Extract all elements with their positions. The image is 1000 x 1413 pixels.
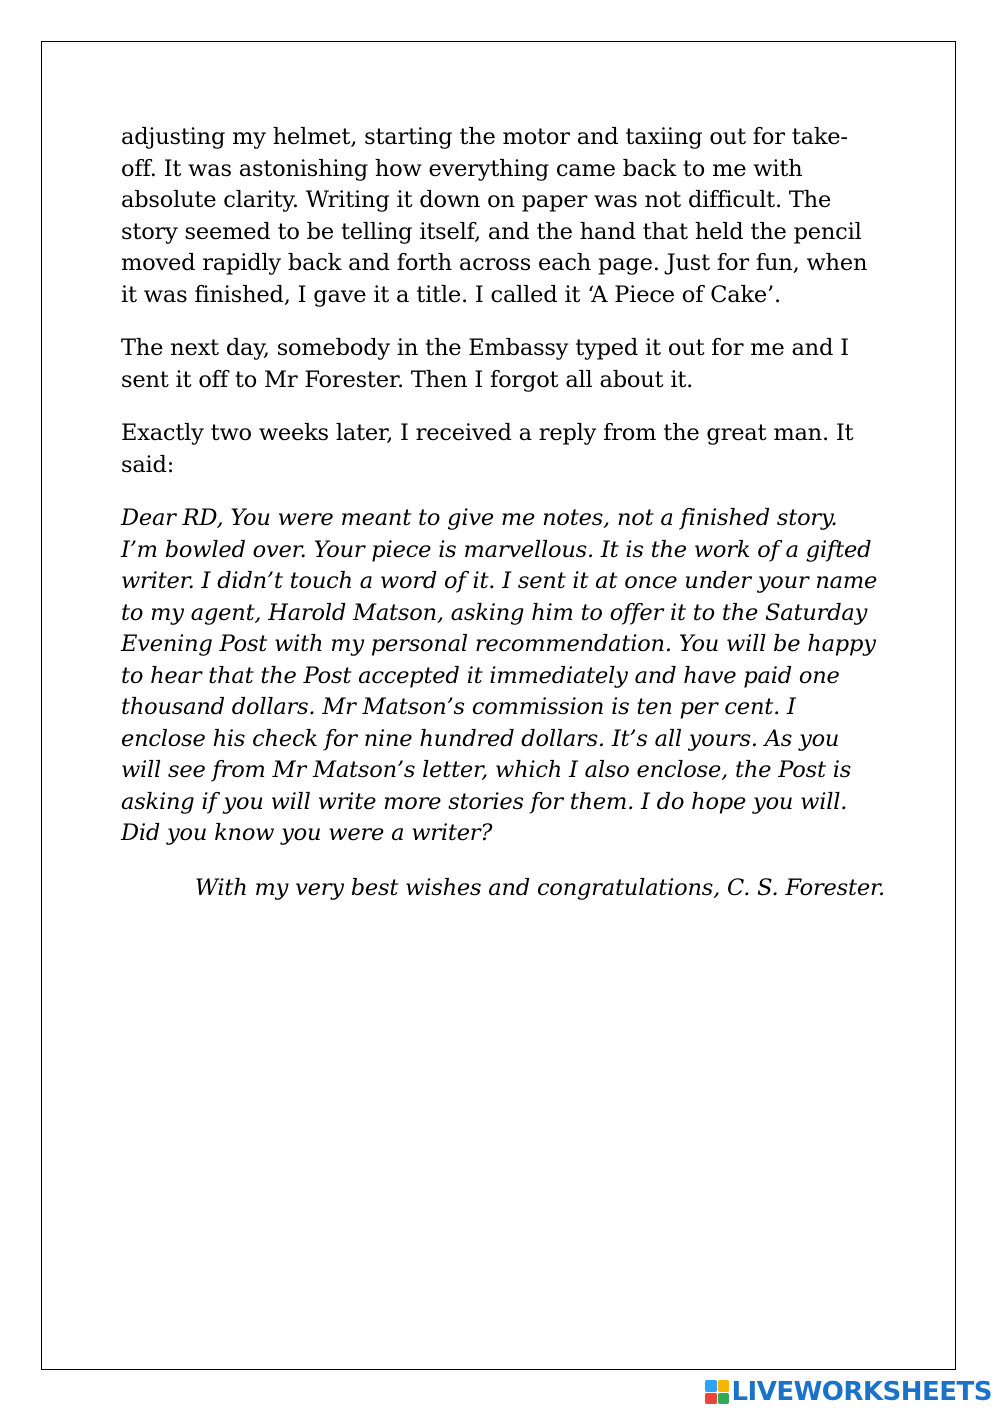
liveworksheets-watermark (705, 1377, 992, 1407)
paragraph-reply: Exactly two weeks later, I received a reply from the great man. It said: (121, 420, 854, 478)
document-body (121, 122, 885, 926)
liveworksheets-logo-icon (705, 1380, 729, 1404)
paragraph-embassy: The next day, somebody in the Embassy typed it out for me and I sent it off to Mr Forester. Then I forgot all about it. (121, 335, 849, 393)
letter-signature: With my very best wishes and congratulations, C. S. Forester. (194, 874, 885, 901)
watermark-text: LIVEWORKSHEETS (731, 1377, 992, 1407)
paragraph-takeoff: adjusting my helmet, starting the motor and taxiing out for take-off. It was astonishing how everything came back to me with absolute clarity. Writing it down on paper was not difficult. The story seemed to be telling itself, and the hand that held the pencil moved rapidly back and forth across each page. Just for fun, when it was finished, I gave it a title. I called it ‘A Piece of Cake’. (121, 124, 868, 308)
forester-letter: Dear RD, You were meant to give me notes, not a finished story. I’m bowled over. Your piece is marvellous. It is the work of a gifted writer. I didn’t touch a word of it. I sent it at once under your name to my agent, Harold Matson, asking him to offer it to the Saturday Evening Post with my personal recommendation. You will be happy to hear that the Post accepted it immediately and have paid one thousand dollars. Mr Matson’s commission is ten per cent. I enclose his check for nine hundred dollars. It’s all yours. As you will see from Mr Matson’s letter, which I also enclose, the Post is asking if you will write more stories for them. I do hope you will. Did you know you were a writer? (121, 505, 878, 846)
